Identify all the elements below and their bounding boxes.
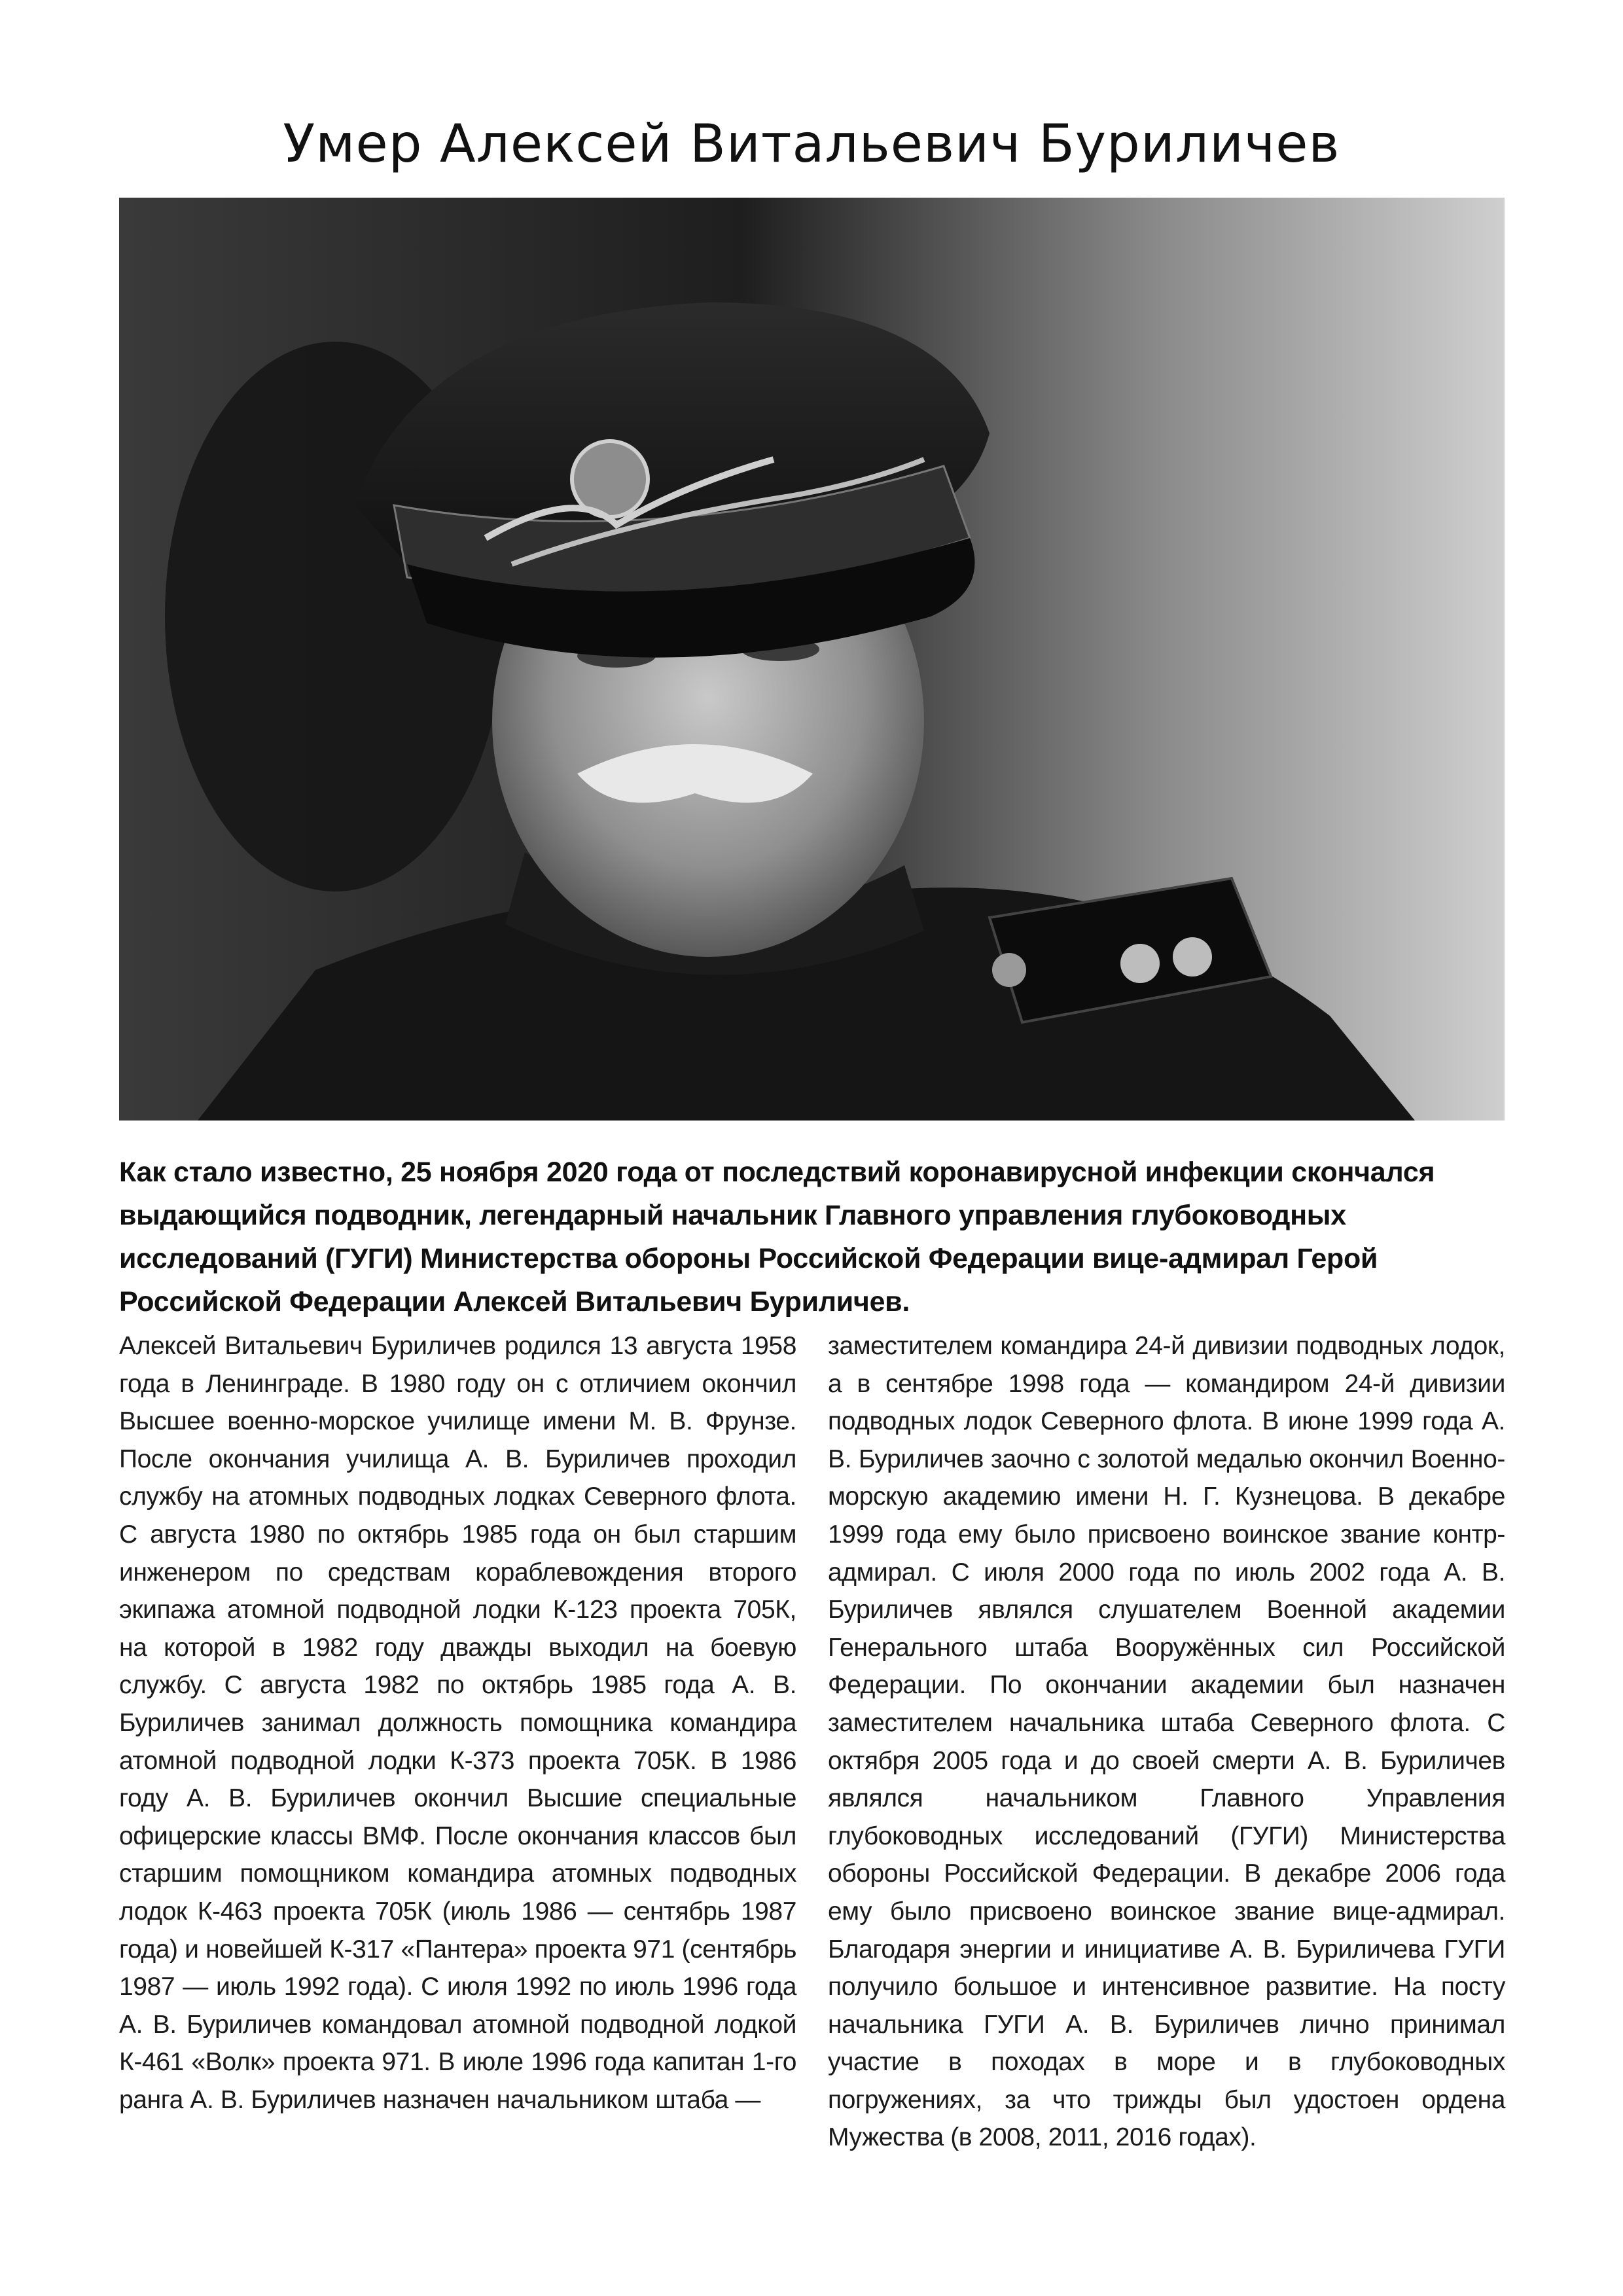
body-column-left: Алексей Витальевич Буриличев родился 13 августа 1958 года в Ленинграде. В 1980 году он с отличием окончил Высшее военно-морское училище имени М. В. Фрунзе. После окончания училища А. В. Буриличев проходил службу на атомных подводных лодках Северного флота. С августа 1980 по октябрь 1985 года он был старшим инженером по средствам кораблевождения второго экипажа атомной подводной лодки К-123 проекта 705К, на которой в 1982 году дважды выходил на боевую службу. С августа 1982 по октябрь 1985 года А. В. Буриличев занимал должность помощника командира атомной подводной лодки К-373 проекта 705К. В 1986 году А. В. Буриличев окончил Высшие специальные офицерские классы ВМФ. После окончания классов был старшим помощником командира атомных подводных лодок К-463 проекта 705К (июль 1986 — сентябрь 1987 года) и новейшей К-317 «Пантера» проекта 971 (сентябрь 1987 — июль 1992 года). С июля 1992 по июль 1996 года А. В. Буриличев командовал атомной подводной лодкой К-461 «Волк» проекта 971. В июле 1996 года капитан 1-го ранга А. В. Буриличев назначен начальником штаба — xyxy=(119,1332,796,2114)
article-title: Умер Алексей Витальевич Буриличев xyxy=(283,113,1340,174)
portrait-photo xyxy=(119,198,1505,1121)
lead-paragraph: Как стало известно, 25 ноября 2020 года от последствий коронавирусной инфекции скончался выдающийся подводник, легендарный начальник Главного управления глубоководных исследований (ГУГИ) Министерства обороны Российской Федерации вице-адмирал Герой Российской Федерации Алексей Витальевич Буриличев. xyxy=(119,1157,1435,1318)
body-column-right: заместителем командира 24-й дивизии подводных лодок, а в сентябре 1998 года — командиром 24-й дивизии подводных лодок Северного флота. В июне 1999 года А. В. Буриличев заочно с золотой медалью окончил Военно-морскую академию имени Н. Г. Кузнецова. В декабре 1999 года ему было присвоено воинское звание контр-адмирал. С июля 2000 года по июль 2002 года А. В. Буриличев являлся слушателем Военной академии Генерального штаба Вооружённых сил Российской Федерации. По окончании академии был назначен заместителем начальника штаба Северного флота. С октября 2005 года и до своей смерти А. В. Буриличев являлся начальником Главного Управления глубоководных исследований (ГУГИ) Министерства обороны Российской Федерации. В декабре 2006 года ему было присвоено воинское звание вице-адмирал. Благодаря энергии и инициативе А. В. Буриличева ГУГИ получило большое и интенсивное развитие. На посту начальника ГУГИ А. В. Буриличев лично принимал участие в походах в море и в глубоководных погружениях, за что трижды был удостоен ордена Мужества (в 2008, 2011, 2016 годах). xyxy=(828,1332,1505,2152)
